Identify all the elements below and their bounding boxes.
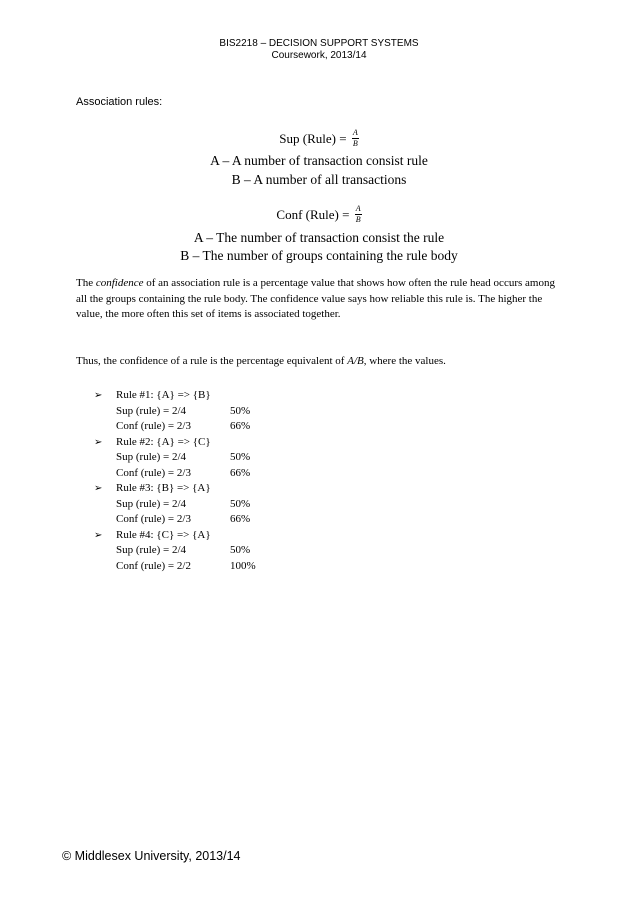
confidence-label: Conf (rule) = 2/3 [116, 420, 191, 432]
page-header [0, 38, 638, 62]
confidence-value: 66% [230, 513, 251, 525]
confidence-formula-label: Conf (Rule) = [276, 206, 350, 222]
rule-title: Rule #1: {A} => {B} [116, 389, 211, 401]
support-value: 50% [230, 544, 251, 556]
confidence-value: 66% [230, 420, 251, 432]
support-denominator: B [352, 139, 358, 148]
list-item [94, 481, 256, 528]
confidence-value: 100% [230, 559, 256, 572]
arrow-bullet-icon: ➢ [94, 390, 103, 401]
ratio-term: A/B [347, 355, 364, 367]
paragraph2-prefix: Thus, the confidence of a rule is the percentage equivalent of [76, 355, 348, 367]
rule-title: Rule #2: {A} => {C} [116, 435, 211, 448]
confidence-numerator: A [355, 204, 361, 213]
rules-list [94, 388, 256, 574]
support-label: Sup (rule) = 2/4 [116, 451, 187, 463]
support-numerator: A [352, 128, 358, 137]
arrow-bullet-icon: ➢ [94, 483, 103, 494]
support-label: Sup (rule) = 2/4 [116, 404, 187, 417]
confidence-value: 66% [230, 466, 251, 479]
course-title: BIS2218 – DECISION SUPPORT SYSTEMS [219, 38, 419, 49]
list-item [94, 528, 256, 575]
rule-title: Rule #4: {C} => {A} [116, 528, 211, 541]
confidence-term: confidence [95, 277, 144, 289]
support-value: 50% [230, 497, 251, 510]
support-definition-a: A – A number of transaction consist rule [210, 153, 428, 168]
paragraph1-prefix: The [76, 277, 96, 289]
section-title: Association rules: [76, 96, 163, 108]
support-label: Sup (rule) = 2/4 [116, 544, 187, 556]
confidence-label: Conf (rule) = 2/3 [116, 466, 191, 479]
support-value: 50% [230, 404, 251, 417]
coursework-label: Coursework, 2013/14 [271, 50, 367, 61]
confidence-definition-a: A – The number of transaction consist the rule [193, 230, 445, 245]
confidence-denominator: B [355, 215, 361, 224]
confidence-formula [0, 204, 638, 225]
confidence-fraction [355, 204, 362, 225]
support-value: 50% [230, 451, 251, 463]
list-item [94, 388, 256, 435]
support-formula [0, 128, 638, 149]
support-definition-b: B – A number of all transactions [231, 172, 407, 187]
support-fraction [352, 128, 359, 149]
paragraph1-rest: of an association rule is a percentage value that shows how often the rule head occurs among all the groups containing the rule body. The confidence value says how reliable this rule is. The higher the value, the more often this set of items is associated together. [76, 277, 555, 320]
confidence-label: Conf (rule) = 2/2 [116, 559, 191, 572]
confidence-summary [76, 354, 566, 370]
arrow-bullet-icon: ➢ [94, 436, 103, 448]
support-formula-label: Sup (Rule) = [279, 130, 347, 146]
rule-title: Rule #3: {B} => {A} [116, 482, 211, 494]
confidence-definition-b: B – The number of groups containing the rule body [180, 248, 458, 263]
confidence-explanation [76, 276, 566, 323]
list-item [94, 435, 256, 482]
arrow-bullet-icon: ➢ [94, 529, 103, 541]
paragraph2-rest: , where the values. [363, 355, 446, 367]
confidence-label: Conf (rule) = 2/3 [116, 513, 191, 525]
support-label: Sup (rule) = 2/4 [116, 497, 187, 510]
page-footer: © Middlesex University, 2013/14 [62, 849, 241, 863]
